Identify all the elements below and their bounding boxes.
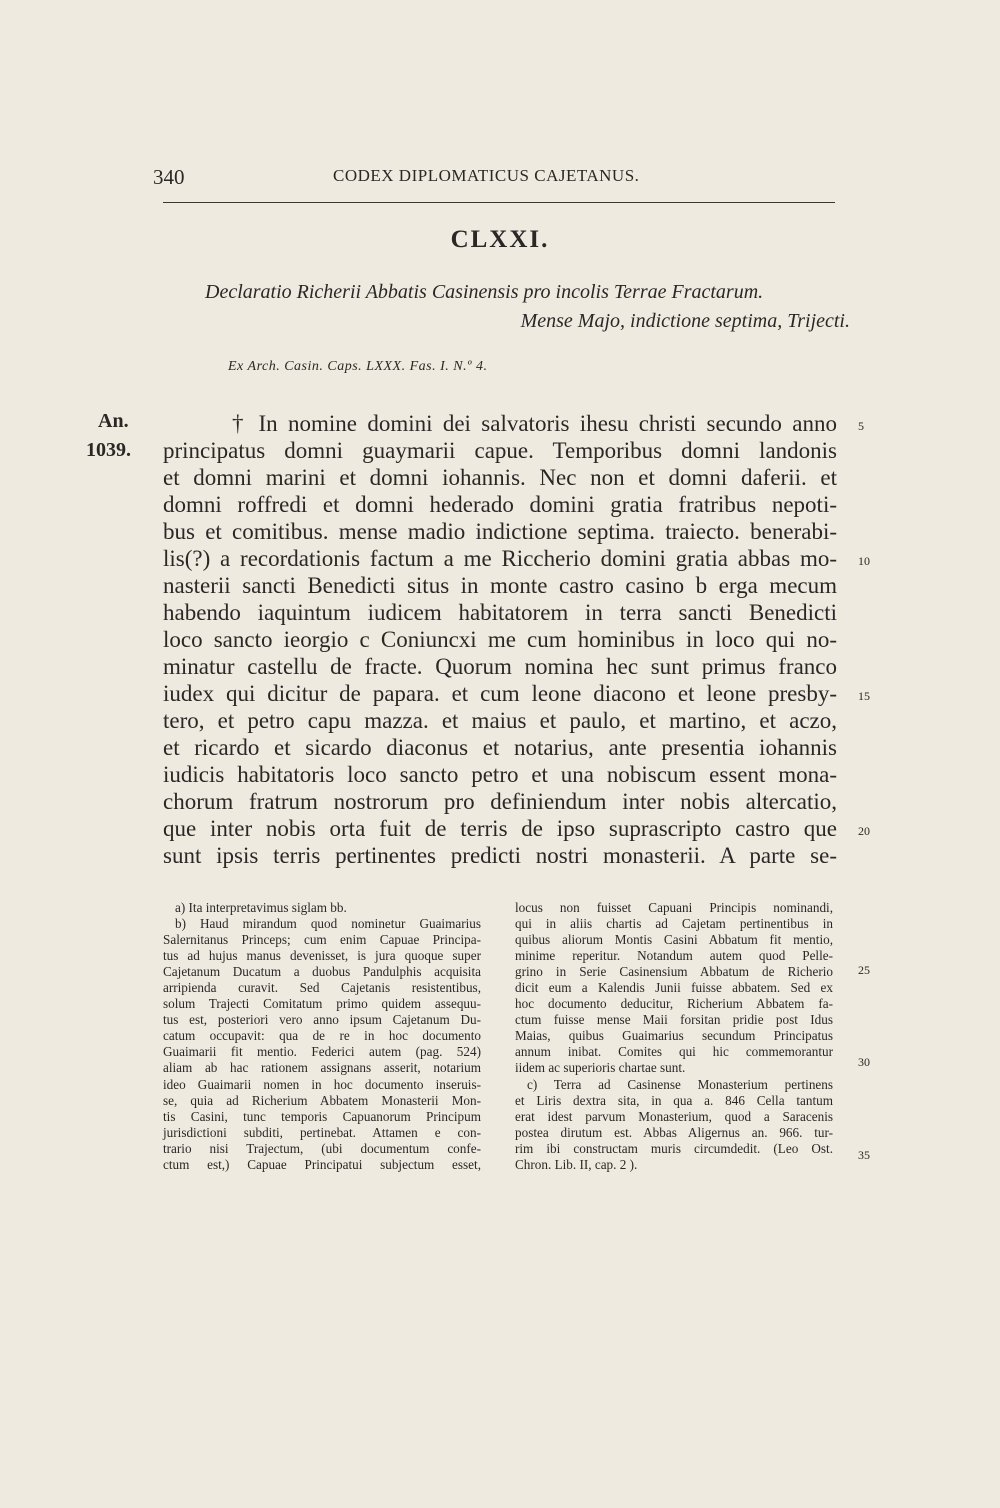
text-line: que inter nobis orta fuit de terris de ipso suprascripto castro que — [163, 816, 837, 841]
line-number: 20 — [858, 824, 870, 838]
footnotes-left-column — [163, 900, 481, 1173]
archive-source: Ex Arch. Casin. Caps. LXXX. Fas. I. N.º 4. — [228, 359, 488, 374]
footnote-line: locus non fuisset Capuani Principis nominandi, — [515, 900, 833, 915]
text-line: sunt ipsis terris pertinentes predicti nostri monasterii. A parte se- — [163, 843, 837, 868]
footnote-line: annum inibat. Comites qui hic commemorantur — [515, 1044, 833, 1060]
text-line: tero, et petro capu mazza. et maius et paulo, et martino, et aczo, — [163, 708, 837, 733]
footnote-line-number: 25 — [858, 963, 870, 977]
footnote-line: grino in Serie Casinensium Abbatum de Richerio — [515, 964, 833, 980]
footnote-line: qui in aliis chartis ad Cajetam pertinentibus in — [515, 916, 833, 932]
text-line: lis(?) a recordationis factum a me Riccherio domini gratia abbas mo- — [163, 546, 837, 571]
text-line: et domni marini et domni iohannis. Nec non et domni daferii. et — [163, 465, 837, 490]
document-date: Mense Majo, indictione septima, Trijecti. — [520, 310, 850, 332]
text-line: iudex qui dicitur de papara. et cum leone diacono et leone presby- — [163, 681, 837, 706]
footnote-line: tus est, posteriori vero anno ipsum Cajetanum Du- — [163, 1012, 481, 1028]
document-title: Declaratio Richerii Abbatis Casinensis pro incolis Terrae Fractarum. — [205, 281, 764, 303]
footnote-line: se, quia ad Richerium Abbatem Monasterii Mon- — [163, 1092, 481, 1108]
footnote-line: et Liris dextra sita, in qua a. 846 Cella tantum — [515, 1092, 833, 1108]
footnote-line: quibus aliorum Montis Casini Abbatum fit mentio, — [515, 932, 833, 948]
footnote-line: Cajetanum Ducatum a duobus Pandulphis acquisita — [163, 964, 481, 980]
text-line: habendo iaquintum iudicem habitatorem in terra sancti Benedicti — [163, 600, 837, 625]
footnote-line: Chron. Lib. II, cap. 2 ). — [515, 1156, 638, 1172]
footnote-line: b) Haud mirandum quod nominetur Guaimarius — [175, 916, 481, 932]
document-number: CLXXI. — [450, 226, 550, 253]
text-line: iudicis habitatoris loco sancto petro et una nobiscum essent mona- — [163, 762, 837, 787]
footnote-line: jurisdictioni subditi, pertinebat. Attamen e con- — [163, 1124, 481, 1140]
line-number: 5 — [858, 419, 864, 433]
footnote-line: ctum est,) Capuae Principatui subjectum esset, — [163, 1156, 481, 1172]
footnote-line: dicit eum a Kalendis Junii fuisse abbatem. Sed ex — [515, 980, 833, 996]
text-line: loco sancto ieorgio c Coniuncxi me cum hominibus in loco qui no- — [163, 627, 837, 652]
footnote-line: a) Ita interpretavimus siglam bb. — [175, 900, 347, 915]
footnote-line: rim ibi constructam muris circumdedit. (Leo Ost. — [515, 1140, 833, 1156]
footnote-line: tis Casini, tunc temporis Capuanorum Principum — [163, 1108, 481, 1124]
footnote-line: catum occupavit: qua de re in hoc documento — [163, 1028, 481, 1044]
page-number: 340 — [153, 165, 185, 189]
footnote-line: aliam ab hac rationem assignans asserit, notarium — [163, 1060, 481, 1076]
footnote-line: tus ad hujus manus devenisset, is jura quoque super — [163, 948, 481, 964]
footnote-line: c) Terra ad Casinense Monasterium pertinens — [527, 1076, 833, 1092]
footnote-line: solum Trajecti Comitatum primo quidem assequu- — [163, 996, 481, 1012]
margin-an-label: An. — [98, 410, 129, 432]
footnote-line: ideo Guaimarii nomen in hoc documento inseruis- — [163, 1076, 481, 1092]
text-line: principatus domni guaymarii capue. Temporibus domni landonis — [163, 438, 837, 463]
footnote-line: Guaimarii fit mentio. Federici autem (pag. 524) — [163, 1044, 481, 1060]
footnote-line: Salernitanus Princeps; cum enim Capuae Principa- — [163, 932, 481, 948]
line-number: 15 — [858, 689, 870, 703]
footnote-line: hoc documento deducitur, Richerium Abbatem fa- — [515, 996, 833, 1012]
text-line: minatur castellu de fracte. Quorum nomina hec sunt primus franco — [163, 654, 837, 679]
text-line: et ricardo et sicardo diaconus et notarius, ante presentia iohannis — [163, 735, 837, 760]
footnote-line: erat idest parvum Monasterium, quod a Saracenis — [515, 1108, 833, 1124]
footnote-line-number: 35 — [858, 1148, 870, 1162]
footnote-line: postea dirutum est. Abbas Aligernus an. 966. tur- — [515, 1124, 833, 1140]
header-rule — [163, 202, 835, 203]
footnote-line: minime reperitur. Notandum autem quod Pelle- — [515, 948, 833, 964]
text-line: † In nomine domini dei salvatoris ihesu christi secundo anno — [232, 411, 837, 436]
text-line: domni roffredi et domni hederado domini gratia fratribus nepoti- — [163, 492, 837, 517]
text-line: bus et comitibus. mense madio indictione septima. traiecto. benerabi- — [163, 519, 837, 544]
running-title: CODEX DIPLOMATICUS CAJETANUS. — [333, 166, 640, 185]
text-line: chorum fratrum nostrorum pro definiendum inter nobis altercatio, — [163, 789, 837, 814]
footnote-line: trario nisi Trajectum, (ubi documentum confe- — [163, 1140, 481, 1156]
footnote-line-number: 30 — [858, 1055, 870, 1069]
footnote-line: iidem ac superioris chartae sunt. — [515, 1060, 686, 1076]
footnote-line: ctum fuisse mense Maii forsitan pridie post Idus — [515, 1012, 833, 1028]
footnotes-right-column — [515, 900, 833, 1173]
text-line: nasterii sancti Benedicti situs in monte castro casino b erga mecum — [163, 573, 837, 598]
line-number: 10 — [858, 554, 870, 568]
footnote-line: Maias, quibus Guaimarius secundum Principatus — [515, 1028, 833, 1044]
margin-year: 1039. — [86, 439, 131, 461]
footnote-line: arripienda curavit. Sed Cajetanis resistentibus, — [163, 980, 481, 996]
